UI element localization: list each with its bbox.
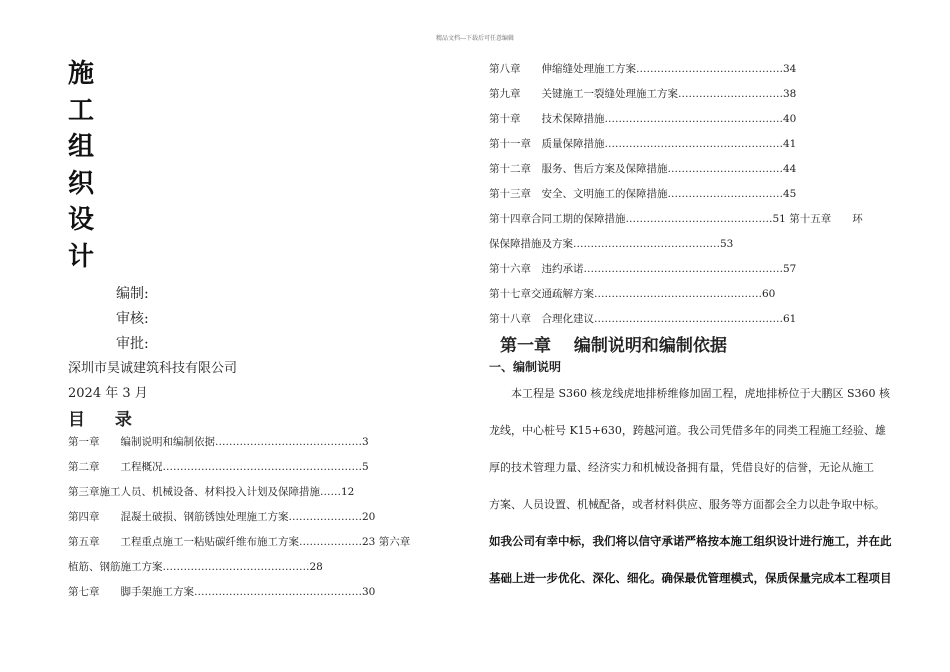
- chapter-title: 第一章 编制说明和编制依据: [500, 336, 727, 356]
- document-title: [68, 56, 108, 275]
- toc-entry: 第五章 工程重点施工一粘贴碳纤维布施工方案………………23 第六章: [68, 536, 411, 548]
- sign-approve: 审批:: [116, 336, 149, 352]
- title-char: 织: [68, 168, 95, 199]
- toc-entry: 第十二章 服务、售后方案及保障措施……………………………44: [489, 163, 797, 175]
- bold-text-line: 基础上进一步优化、深化、细化。确保最优管理模式，保质保量完成本工程项目: [489, 571, 892, 585]
- toc-entry: 第二章 工程概况…………………………………………………5: [68, 461, 369, 473]
- toc-entry: 第十六章 违约承诺…………………………………………………57: [489, 263, 797, 275]
- toc-title: 目 录: [68, 410, 144, 430]
- toc-entry: 第九章 关键施工一裂缝处理施工方案…………………………38: [489, 88, 797, 100]
- title-char: 设: [68, 205, 95, 235]
- title-char: 计: [68, 241, 95, 272]
- section-title: 一、编制说明: [489, 360, 562, 374]
- sign-compile: 编制:: [116, 286, 149, 302]
- toc-entry: 保保障措施及方案……………………………………53: [489, 238, 734, 250]
- document-date: 2024 年 3 月: [68, 386, 148, 401]
- title-char: 组: [68, 132, 95, 162]
- company-name: 深圳市昊诚建筑科技有限公司: [68, 361, 238, 376]
- title-char: 工: [68, 95, 95, 126]
- body-text-line: 本工程是 S360 核龙线虎地排桥维修加固工程，虎地排桥位于大鹏区 S360 核: [489, 387, 891, 400]
- body-text-line: 方案、人员设置、机械配备，或者材料供应、服务等方面都会全力以赴争取中标。: [489, 498, 885, 511]
- toc-entry: 第十七章交通疏解方案…………………………………………60: [489, 288, 776, 300]
- sign-review: 审核:: [116, 311, 149, 327]
- body-text-line: 厚的技术管理力量、经济实力和机械设备拥有量，凭借良好的信誉，无论从施工: [489, 461, 874, 474]
- toc-entry: 第十八章 合理化建议………………………………………………61: [489, 313, 797, 325]
- toc-entry: 第十章 技术保障措施……………………………………………40: [489, 113, 797, 125]
- toc-entry: 第一章 编制说明和编制依据……………………………………3: [68, 436, 369, 448]
- bold-text-line: 如我公司有幸中标，我们将以信守承诺严格按本施工组织设计进行施工，并在此: [489, 534, 892, 548]
- toc-entry: 第十三章 安全、文明施工的保障措施……………………………45: [489, 188, 797, 200]
- toc-entry: 植筋、钢筋施工方案……………………………………28: [68, 561, 323, 573]
- page-header: 精品文档---下载后可任意编辑: [435, 35, 515, 42]
- toc-entry: 第十四章合同工期的保障措施……………………………………51 第十五章 环: [489, 213, 863, 225]
- toc-entry: 第三章施工人员、机械设备、材料投入计划及保障措施……12: [68, 486, 355, 498]
- toc-entry: 第四章 混凝土破损、钢筋锈蚀处理施工方案…………………20: [68, 511, 376, 523]
- toc-entry: 第七章 脚手架施工方案…………………………………………30: [68, 586, 376, 598]
- toc-entry: 第十一章 质量保障措施……………………………………………41: [489, 138, 797, 150]
- body-text-line: 龙线，中心桩号 K15+630，跨越河道。我公司凭借多年的同类工程施工经验、雄: [489, 424, 886, 437]
- title-char: 施: [68, 59, 95, 89]
- toc-entry: 第八章 伸缩缝处理施工方案……………………………………34: [489, 63, 797, 75]
